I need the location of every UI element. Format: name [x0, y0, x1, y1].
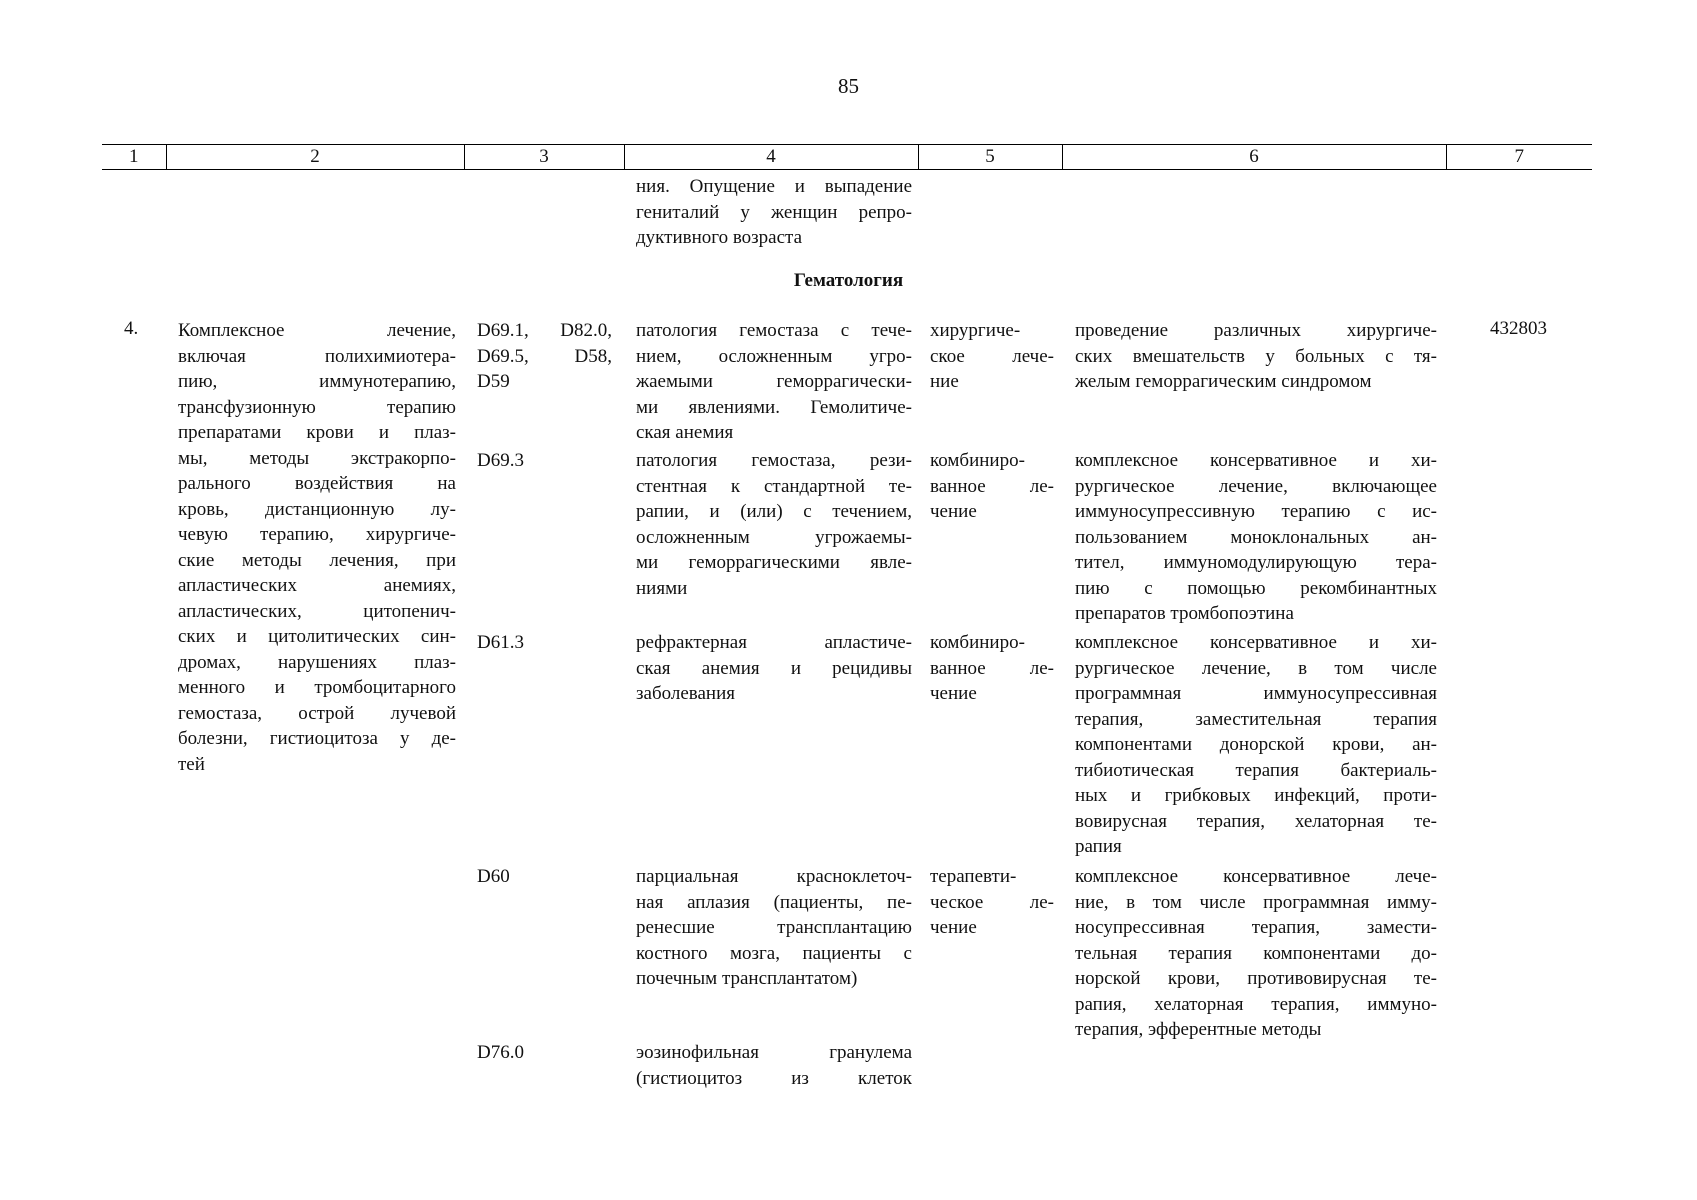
disease-model	[636, 630, 912, 707]
text-line: тельная терапия компонентами до-	[1075, 942, 1437, 964]
text-line: трансфузионную терапию	[178, 396, 456, 418]
text-line: (гистиоцитоз из клеток	[636, 1067, 912, 1089]
text-line: пользованием моноклональных ан-	[1075, 526, 1437, 548]
text-line: стентная к стандартной те-	[636, 475, 912, 497]
column-number-4: 4	[624, 145, 918, 170]
text-line: ских вмешательств у больных с тя-	[1075, 345, 1437, 367]
text-line: терапия, заместительная терапия	[1075, 708, 1437, 730]
text-line: норской крови, противовирусная те-	[1075, 968, 1437, 989]
text-line: кровь, дистанционную лу-	[178, 498, 456, 520]
icd-codes	[477, 448, 612, 474]
text-line: тител, иммуномодулирующую тера-	[1075, 552, 1437, 573]
text-line: ние, в том числе программная имму-	[1075, 891, 1437, 913]
text-line: ние	[930, 371, 959, 392]
text-line: носупрессивная терапия, замести-	[1075, 917, 1437, 938]
column-number-5: 5	[918, 145, 1062, 170]
text-line: препаратами крови и плаз-	[178, 422, 456, 443]
text-line: патология гемостаза, рези-	[636, 450, 912, 471]
text-line: апластических, цитопенич-	[178, 600, 456, 622]
disease-model	[636, 864, 912, 992]
text-line: болезни, гистиоцитоза у де-	[178, 728, 456, 749]
treatment-method	[1075, 448, 1437, 627]
text-line: рургическое лечение, в том числе	[1075, 657, 1437, 679]
text-line: комбиниро-	[930, 450, 1025, 471]
text-line: включая полихимиотера-	[178, 345, 456, 367]
column-number-1: 1	[102, 145, 166, 170]
text-line: пию, иммунотерапию,	[178, 371, 456, 392]
text-line: ские методы лечения, при	[178, 549, 456, 571]
text-line: ская анемия и рецидивы	[636, 657, 912, 679]
text-line: комплексное консервативное и хи-	[1075, 450, 1437, 471]
text-line: проведение различных хирургиче-	[1075, 320, 1437, 341]
treatment-method	[1075, 318, 1437, 395]
text-line: рального воздействия на	[178, 473, 456, 494]
disease-model	[636, 1040, 912, 1091]
text-line: чевую терапию, хирургиче-	[178, 524, 456, 545]
text-line: рапии, и (или) с течением,	[636, 501, 912, 522]
text-line: ных и грибковых инфекций, проти-	[1075, 785, 1437, 806]
text-line: препаратов тромбопоэтина	[1075, 603, 1294, 624]
icd-codes	[477, 318, 612, 395]
text-line: D69.3	[477, 450, 524, 471]
text-line: иммуносупрессивную терапию с ис-	[1075, 501, 1437, 522]
text-line: D59	[477, 371, 510, 392]
text-line: ческое ле-	[930, 891, 1054, 913]
text-line: чение	[930, 501, 977, 522]
text-line: ная аплазия (пациенты, пе-	[636, 891, 912, 913]
text-line: осложненным угрожаемы-	[636, 526, 912, 548]
text-line: программная иммуносупрессивная	[1075, 683, 1437, 704]
text-line: ми явлениями. Гемолитиче-	[636, 396, 912, 418]
section-title: Гематология	[793, 270, 904, 291]
text-line: патология гемостаза с тече-	[636, 320, 912, 341]
text-line: костного мозга, пациенты с	[636, 942, 912, 964]
text-line: гениталий у женщин репро-	[636, 201, 912, 223]
text-line: компонентами донорской крови, ан-	[1075, 734, 1437, 755]
text-line: комплексное консервативное лече-	[1075, 866, 1437, 887]
treatment-method	[1075, 630, 1437, 860]
text-line: рапия	[1075, 836, 1122, 857]
text-line: D61.3	[477, 632, 524, 653]
text-line: заболевания	[636, 683, 735, 704]
text-line: парциальная красноклеточ-	[636, 866, 912, 887]
icd-codes	[477, 1040, 612, 1066]
text-line: эозинофильная гранулема	[636, 1042, 912, 1063]
text-line: апластических анемиях,	[178, 575, 456, 596]
text-line: желым геморрагическим синдромом	[1075, 371, 1372, 392]
text-line: терапевти-	[930, 866, 1017, 887]
text-line: чение	[930, 917, 977, 938]
text-line: рефрактерная апластиче-	[636, 632, 912, 653]
text-line: дуктивного возраста	[636, 227, 803, 248]
text-line: комбиниро-	[930, 632, 1025, 653]
text-line: ренесшие трансплантацию	[636, 917, 912, 938]
text-line: D76.0	[477, 1042, 524, 1063]
column-number-header	[102, 144, 1592, 170]
text-line: D69.5, D58,	[477, 345, 612, 367]
text-line: ских и цитолитических син-	[178, 626, 456, 647]
text-line: рургическое лечение, включающее	[1075, 475, 1437, 497]
text-line: тей	[178, 753, 205, 775]
care-type-description	[178, 318, 456, 777]
text-line: хирургиче-	[930, 320, 1021, 341]
text-line: Комплексное лечение,	[178, 320, 456, 341]
text-line: мы, методы экстракорпо-	[178, 447, 456, 469]
column-number-7: 7	[1446, 145, 1592, 170]
disease-model	[636, 448, 912, 601]
text-line: нием, осложненным угро-	[636, 345, 912, 367]
text-line: D69.1, D82.0,	[477, 320, 612, 341]
text-line: ниями	[636, 577, 688, 599]
text-line: ми геморрагическими явле-	[636, 552, 912, 573]
text-line: жаемыми геморрагически-	[636, 371, 912, 392]
column-number-2: 2	[166, 145, 464, 170]
text-line: чение	[930, 683, 977, 704]
text-line: D60	[477, 866, 510, 887]
icd-codes	[477, 864, 612, 890]
treatment-type	[930, 864, 1054, 941]
icd-codes	[477, 630, 612, 656]
text-line: ния. Опущение и выпадение	[636, 176, 912, 197]
text-line: ванное ле-	[930, 475, 1054, 497]
treatment-type	[930, 318, 1054, 395]
text-line: почечным трансплантатом)	[636, 968, 858, 989]
text-line: терапия, эфферентные методы	[1075, 1019, 1322, 1040]
text-line: рапия, хелаторная терапия, иммуно-	[1075, 993, 1437, 1015]
column-number-6: 6	[1062, 145, 1446, 170]
text-line: тибиотическая терапия бактериаль-	[1075, 759, 1437, 781]
text-line: ская анемия	[636, 422, 734, 443]
treatment-type	[930, 448, 1054, 525]
page-number: 85	[838, 74, 859, 98]
text-line: ванное ле-	[930, 657, 1054, 679]
column-number-3: 3	[464, 145, 624, 170]
text-line: менного и тромбоцитарного	[178, 677, 456, 698]
financing-norm: 432803	[1490, 318, 1547, 339]
text-line: пию с помощью рекомбинантных	[1075, 577, 1437, 599]
text-line: комплексное консервативное и хи-	[1075, 632, 1437, 653]
text-line: вовирусная терапия, хелаторная те-	[1075, 810, 1437, 832]
continuation-disease-model	[636, 174, 912, 251]
text-line: гемостаза, острой лучевой	[178, 702, 456, 724]
treatment-type	[930, 630, 1054, 707]
treatment-method	[1075, 864, 1437, 1043]
disease-model	[636, 318, 912, 446]
row-number: 4.	[124, 318, 139, 339]
text-line: дромах, нарушениях плаз-	[178, 651, 456, 673]
text-line: ское лече-	[930, 345, 1054, 367]
